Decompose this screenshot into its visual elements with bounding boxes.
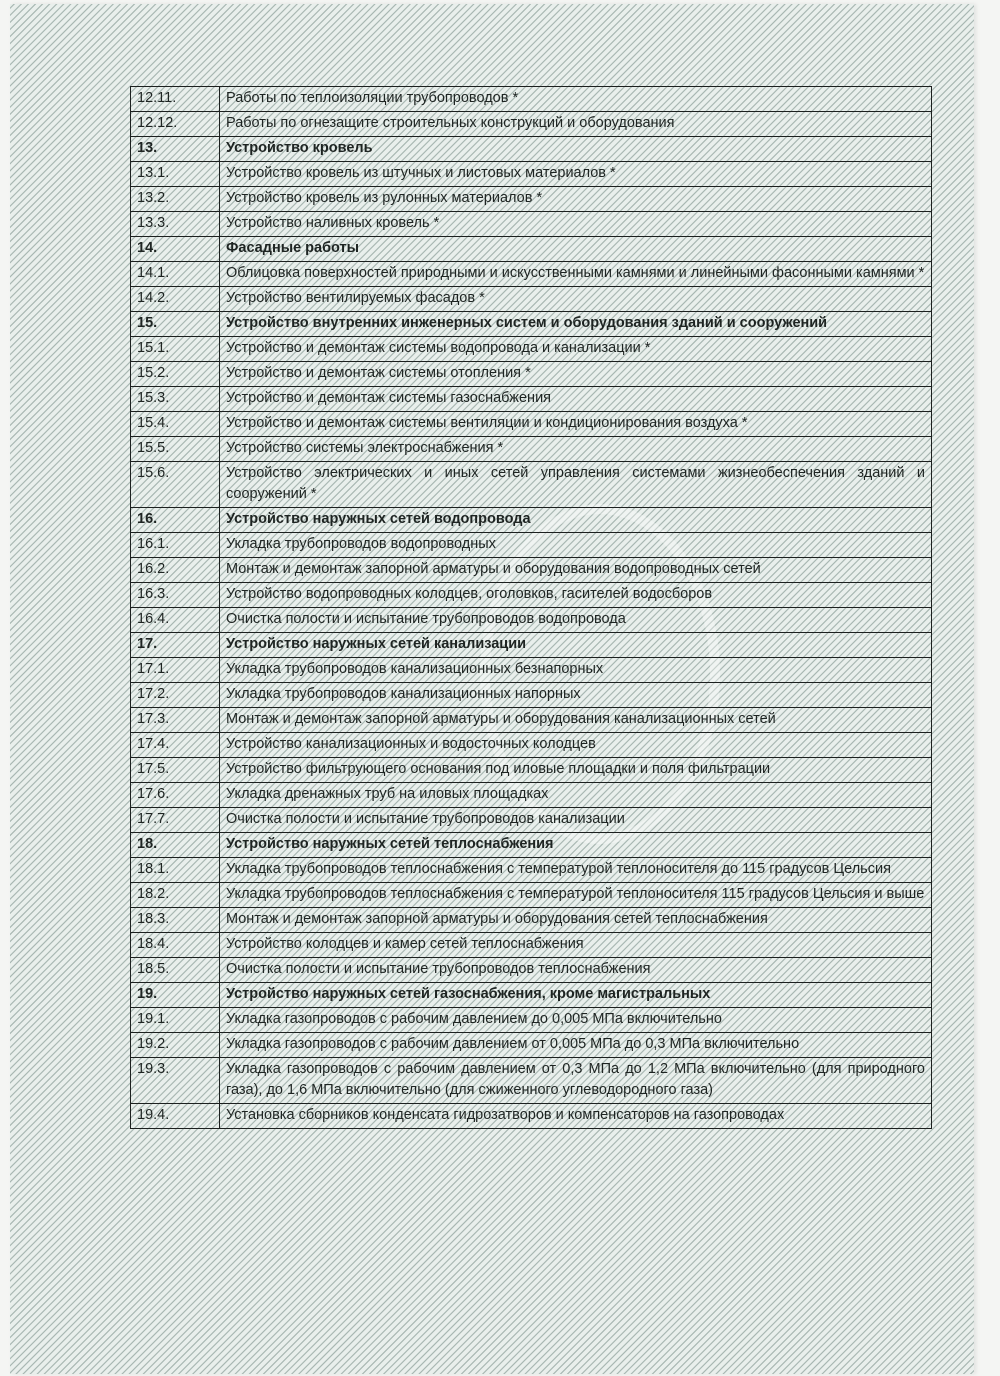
row-text: Укладка трубопроводов теплоснабжения с температурой теплоносителя до 115 градусов Цельсия <box>220 858 932 883</box>
row-text: Устройство внутренних инженерных систем и оборудования зданий и сооружений <box>220 312 932 337</box>
section-row <box>131 312 932 337</box>
row-text: Работы по огнезащите строительных конструкций и оборудования <box>220 112 932 137</box>
row-number: 14. <box>131 237 220 262</box>
row-text: Фасадные работы <box>220 237 932 262</box>
row-text: Укладка трубопроводов канализационных безнапорных <box>220 658 932 683</box>
row-text: Укладка трубопроводов теплоснабжения с температурой теплоносителя 115 градусов Цельсия и выше <box>220 883 932 908</box>
row-number: 18. <box>131 833 220 858</box>
row-number: 17.7. <box>131 808 220 833</box>
row-number: 12.12. <box>131 112 220 137</box>
table-row <box>131 387 932 412</box>
row-number: 15. <box>131 312 220 337</box>
row-text: Устройство кровель <box>220 137 932 162</box>
row-text: Устройство канализационных и водосточных колодцев <box>220 733 932 758</box>
table-row <box>131 958 932 983</box>
row-number: 19.4. <box>131 1104 220 1129</box>
table-row <box>131 262 932 287</box>
row-number: 18.3. <box>131 908 220 933</box>
row-number: 16.1. <box>131 533 220 558</box>
row-text: Монтаж и демонтаж запорной арматуры и оборудования сетей теплоснабжения <box>220 908 932 933</box>
table-row <box>131 1104 932 1129</box>
table-row <box>131 1033 932 1058</box>
row-text: Устройство и демонтаж системы вентиляции и кондиционирования воздуха * <box>220 412 932 437</box>
row-text: Очистка полости и испытание трубопроводов водопровода <box>220 608 932 633</box>
row-text: Укладка газопроводов с рабочим давлением до 0,005 МПа включительно <box>220 1008 932 1033</box>
table-row <box>131 683 932 708</box>
row-text: Устройство и демонтаж системы отопления * <box>220 362 932 387</box>
row-number: 16.3. <box>131 583 220 608</box>
table-row <box>131 337 932 362</box>
row-number: 15.6. <box>131 462 220 508</box>
row-number: 13.1. <box>131 162 220 187</box>
table-row <box>131 412 932 437</box>
row-number: 13. <box>131 137 220 162</box>
row-text: Укладка газопроводов с рабочим давлением от 0,3 МПа до 1,2 МПа включительно (для природного газа), до 1,6 МПа включительно (для сжиженного углеводородного газа) <box>220 1058 932 1104</box>
row-number: 17.5. <box>131 758 220 783</box>
table-row <box>131 187 932 212</box>
row-text: Укладка трубопроводов водопроводных <box>220 533 932 558</box>
row-text: Устройство вентилируемых фасадов * <box>220 287 932 312</box>
row-number: 15.5. <box>131 437 220 462</box>
row-number: 19. <box>131 983 220 1008</box>
section-row <box>131 137 932 162</box>
row-number: 15.2. <box>131 362 220 387</box>
row-number: 18.1. <box>131 858 220 883</box>
works-table <box>130 86 932 1129</box>
table-row <box>131 908 932 933</box>
table-row <box>131 212 932 237</box>
row-text: Укладка трубопроводов канализационных напорных <box>220 683 932 708</box>
row-text: Устройство наружных сетей водопровода <box>220 508 932 533</box>
works-table-body <box>131 87 932 1129</box>
table-row <box>131 658 932 683</box>
row-text: Устройство колодцев и камер сетей теплоснабжения <box>220 933 932 958</box>
row-text: Устройство наружных сетей канализации <box>220 633 932 658</box>
table-row <box>131 362 932 387</box>
row-number: 15.1. <box>131 337 220 362</box>
row-number: 18.5. <box>131 958 220 983</box>
table-row <box>131 758 932 783</box>
row-text: Работы по теплоизоляции трубопроводов * <box>220 87 932 112</box>
row-number: 16.2. <box>131 558 220 583</box>
row-number: 17.4. <box>131 733 220 758</box>
row-text: Установка сборников конденсата гидрозатворов и компенсаторов на газопроводах <box>220 1104 932 1129</box>
row-number: 17.3. <box>131 708 220 733</box>
table-row <box>131 437 932 462</box>
row-text: Устройство и демонтаж системы водопровода и канализации * <box>220 337 932 362</box>
row-number: 16. <box>131 508 220 533</box>
table-row <box>131 933 932 958</box>
row-text: Укладка газопроводов с рабочим давлением от 0,005 МПа до 0,3 МПа включительно <box>220 1033 932 1058</box>
row-text: Устройство и демонтаж системы газоснабжения <box>220 387 932 412</box>
section-row <box>131 508 932 533</box>
row-text: Очистка полости и испытание трубопроводов канализации <box>220 808 932 833</box>
table-row <box>131 162 932 187</box>
row-text: Монтаж и демонтаж запорной арматуры и оборудования водопроводных сетей <box>220 558 932 583</box>
row-text: Устройство системы электроснабжения * <box>220 437 932 462</box>
row-text: Устройство наружных сетей теплоснабжения <box>220 833 932 858</box>
row-number: 19.3. <box>131 1058 220 1104</box>
row-number: 17. <box>131 633 220 658</box>
table-row <box>131 287 932 312</box>
row-text: Очистка полости и испытание трубопроводов теплоснабжения <box>220 958 932 983</box>
table-row <box>131 883 932 908</box>
row-number: 13.2. <box>131 187 220 212</box>
section-row <box>131 633 932 658</box>
table-row <box>131 783 932 808</box>
table-row <box>131 533 932 558</box>
table-row <box>131 87 932 112</box>
row-text: Устройство наливных кровель * <box>220 212 932 237</box>
row-number: 16.4. <box>131 608 220 633</box>
table-row <box>131 112 932 137</box>
row-number: 19.1. <box>131 1008 220 1033</box>
row-text: Устройство фильтрующего основания под иловые площадки и поля фильтрации <box>220 758 932 783</box>
row-number: 17.1. <box>131 658 220 683</box>
row-text: Устройство кровель из штучных и листовых материалов * <box>220 162 932 187</box>
row-text: Монтаж и демонтаж запорной арматуры и оборудования канализационных сетей <box>220 708 932 733</box>
row-number: 18.2. <box>131 883 220 908</box>
row-text: Укладка дренажных труб на иловых площадках <box>220 783 932 808</box>
table-row <box>131 858 932 883</box>
row-number: 14.1. <box>131 262 220 287</box>
row-number: 12.11. <box>131 87 220 112</box>
row-number: 18.4. <box>131 933 220 958</box>
row-number: 17.2. <box>131 683 220 708</box>
row-number: 19.2. <box>131 1033 220 1058</box>
section-row <box>131 833 932 858</box>
table-row <box>131 708 932 733</box>
row-number: 15.4. <box>131 412 220 437</box>
row-text: Устройство электрических и иных сетей управления системами жизнеобеспечения зданий и сооружений * <box>220 462 932 508</box>
table-row <box>131 1058 932 1104</box>
table-row <box>131 583 932 608</box>
table-row <box>131 733 932 758</box>
table-row <box>131 1008 932 1033</box>
row-number: 17.6. <box>131 783 220 808</box>
row-text: Облицовка поверхностей природными и искусственными камнями и линейными фасонными камнями * <box>220 262 932 287</box>
table-row <box>131 462 932 508</box>
row-text: Устройство наружных сетей газоснабжения, кроме магистральных <box>220 983 932 1008</box>
section-row <box>131 983 932 1008</box>
row-number: 14.2. <box>131 287 220 312</box>
row-number: 15.3. <box>131 387 220 412</box>
row-text: Устройство кровель из рулонных материалов * <box>220 187 932 212</box>
table-row <box>131 608 932 633</box>
table-row <box>131 558 932 583</box>
section-row <box>131 237 932 262</box>
table-row <box>131 808 932 833</box>
row-text: Устройство водопроводных колодцев, оголовков, гасителей водосборов <box>220 583 932 608</box>
row-number: 13.3. <box>131 212 220 237</box>
